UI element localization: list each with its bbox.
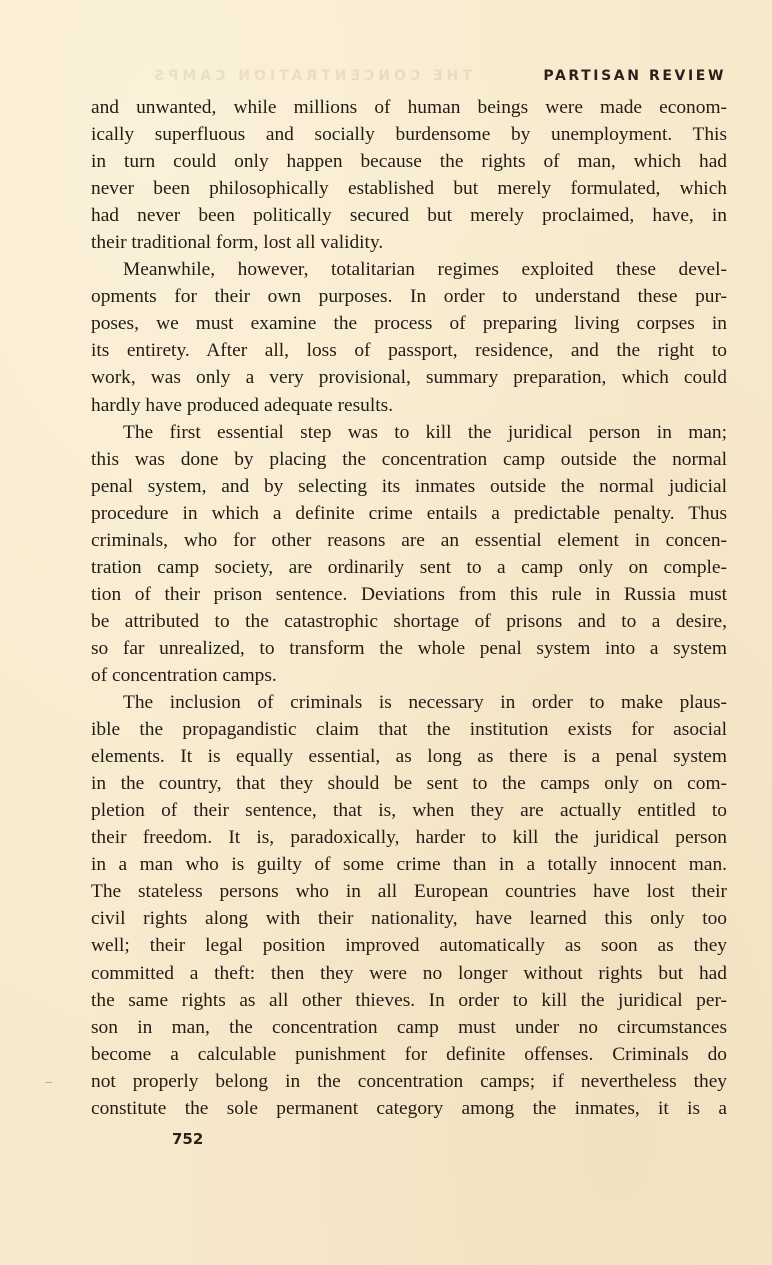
margin-mark [45, 1082, 52, 1083]
text-line: so far unrealized, to transform the whole penal system into a system [91, 637, 727, 659]
text-line: poses, we must examine the process of preparing living corpses in [91, 313, 727, 335]
bleed-through-running-head: THE CONCENTRATION CAMPS [150, 68, 472, 84]
text-line: never been philosophically established but merely formulated, which [91, 178, 727, 200]
text-line: in turn could only happen because the rights of man, which had [91, 151, 727, 173]
text-line: ible the propagandistic claim that the institution exists for asocial [91, 719, 727, 741]
text-line: pletion of their sentence, that is, when they are actually entitled to [91, 800, 727, 822]
text-line: hardly have produced adequate results. [91, 394, 394, 416]
text-line: Meanwhile, however, totalitarian regimes exploited these devel- [123, 259, 727, 281]
text-line: criminals, who for other reasons are an essential element in concen- [91, 529, 727, 551]
text-line: well; their legal position improved automatically as soon as they [91, 935, 727, 957]
text-line: opments for their own purposes. In order to understand these pur- [91, 286, 727, 308]
text-line: in a man who is guilty of some crime than in a totally innocent man. [91, 854, 727, 876]
text-line: The stateless persons who in all European countries have lost their [91, 881, 727, 903]
text-line: The inclusion of criminals is necessary in order to make plaus- [123, 692, 727, 714]
text-line: tion of their prison sentence. Deviations from this rule in Russia must [91, 583, 727, 605]
text-line: had never been politically secured but merely proclaimed, have, in [91, 205, 727, 227]
text-line: procedure in which a definite crime entails a predictable penalty. Thus [91, 502, 727, 524]
text-line: civil rights along with their nationality, have learned this only too [91, 908, 727, 930]
text-line: their freedom. It is, paradoxically, harder to kill the juridical person [91, 827, 727, 849]
text-line: committed a theft: then they were no longer without rights but had [91, 962, 727, 984]
body-text [91, 94, 727, 1122]
text-line: of concentration camps. [91, 664, 277, 686]
text-line: and unwanted, while millions of human beings were made econom- [91, 97, 727, 118]
text-line: penal system, and by selecting its inmates outside the normal judicial [91, 475, 727, 497]
text-line: this was done by placing the concentration camp outside the normal [91, 448, 727, 470]
text-line: in the country, that they should be sent to the camps only on com- [91, 773, 727, 795]
text-line: constitute the sole permanent category among the inmates, it is a [91, 1097, 727, 1119]
text-line: work, was only a very provisional, summary preparation, which could [91, 367, 727, 389]
text-line: become a calculable punishment for definite offenses. Criminals do [91, 1043, 727, 1065]
text-line: its entirety. After all, loss of passport, residence, and the right to [91, 340, 727, 362]
page-number: 752 [172, 1130, 204, 1148]
text-line: be attributed to the catastrophic shortage of prisons and to a desire, [91, 610, 727, 632]
text-line: son in man, the concentration camp must under no circumstances [91, 1016, 727, 1038]
text-line: The first essential step was to kill the juridical person in man; [123, 421, 727, 443]
text-line: the same rights as all other thieves. In order to kill the juridical per- [91, 989, 727, 1011]
text-line: tration camp society, are ordinarily sent to a camp only on comple- [91, 556, 727, 578]
text-line: their traditional form, lost all validity. [91, 232, 384, 254]
text-line: not properly belong in the concentration camps; if nevertheless they [91, 1070, 727, 1092]
running-head: PARTISAN REVIEW [543, 68, 726, 84]
text-line: elements. It is equally essential, as long as there is a penal system [91, 746, 727, 768]
text-line: ically superfluous and socially burdensome by unemployment. This [91, 124, 727, 146]
